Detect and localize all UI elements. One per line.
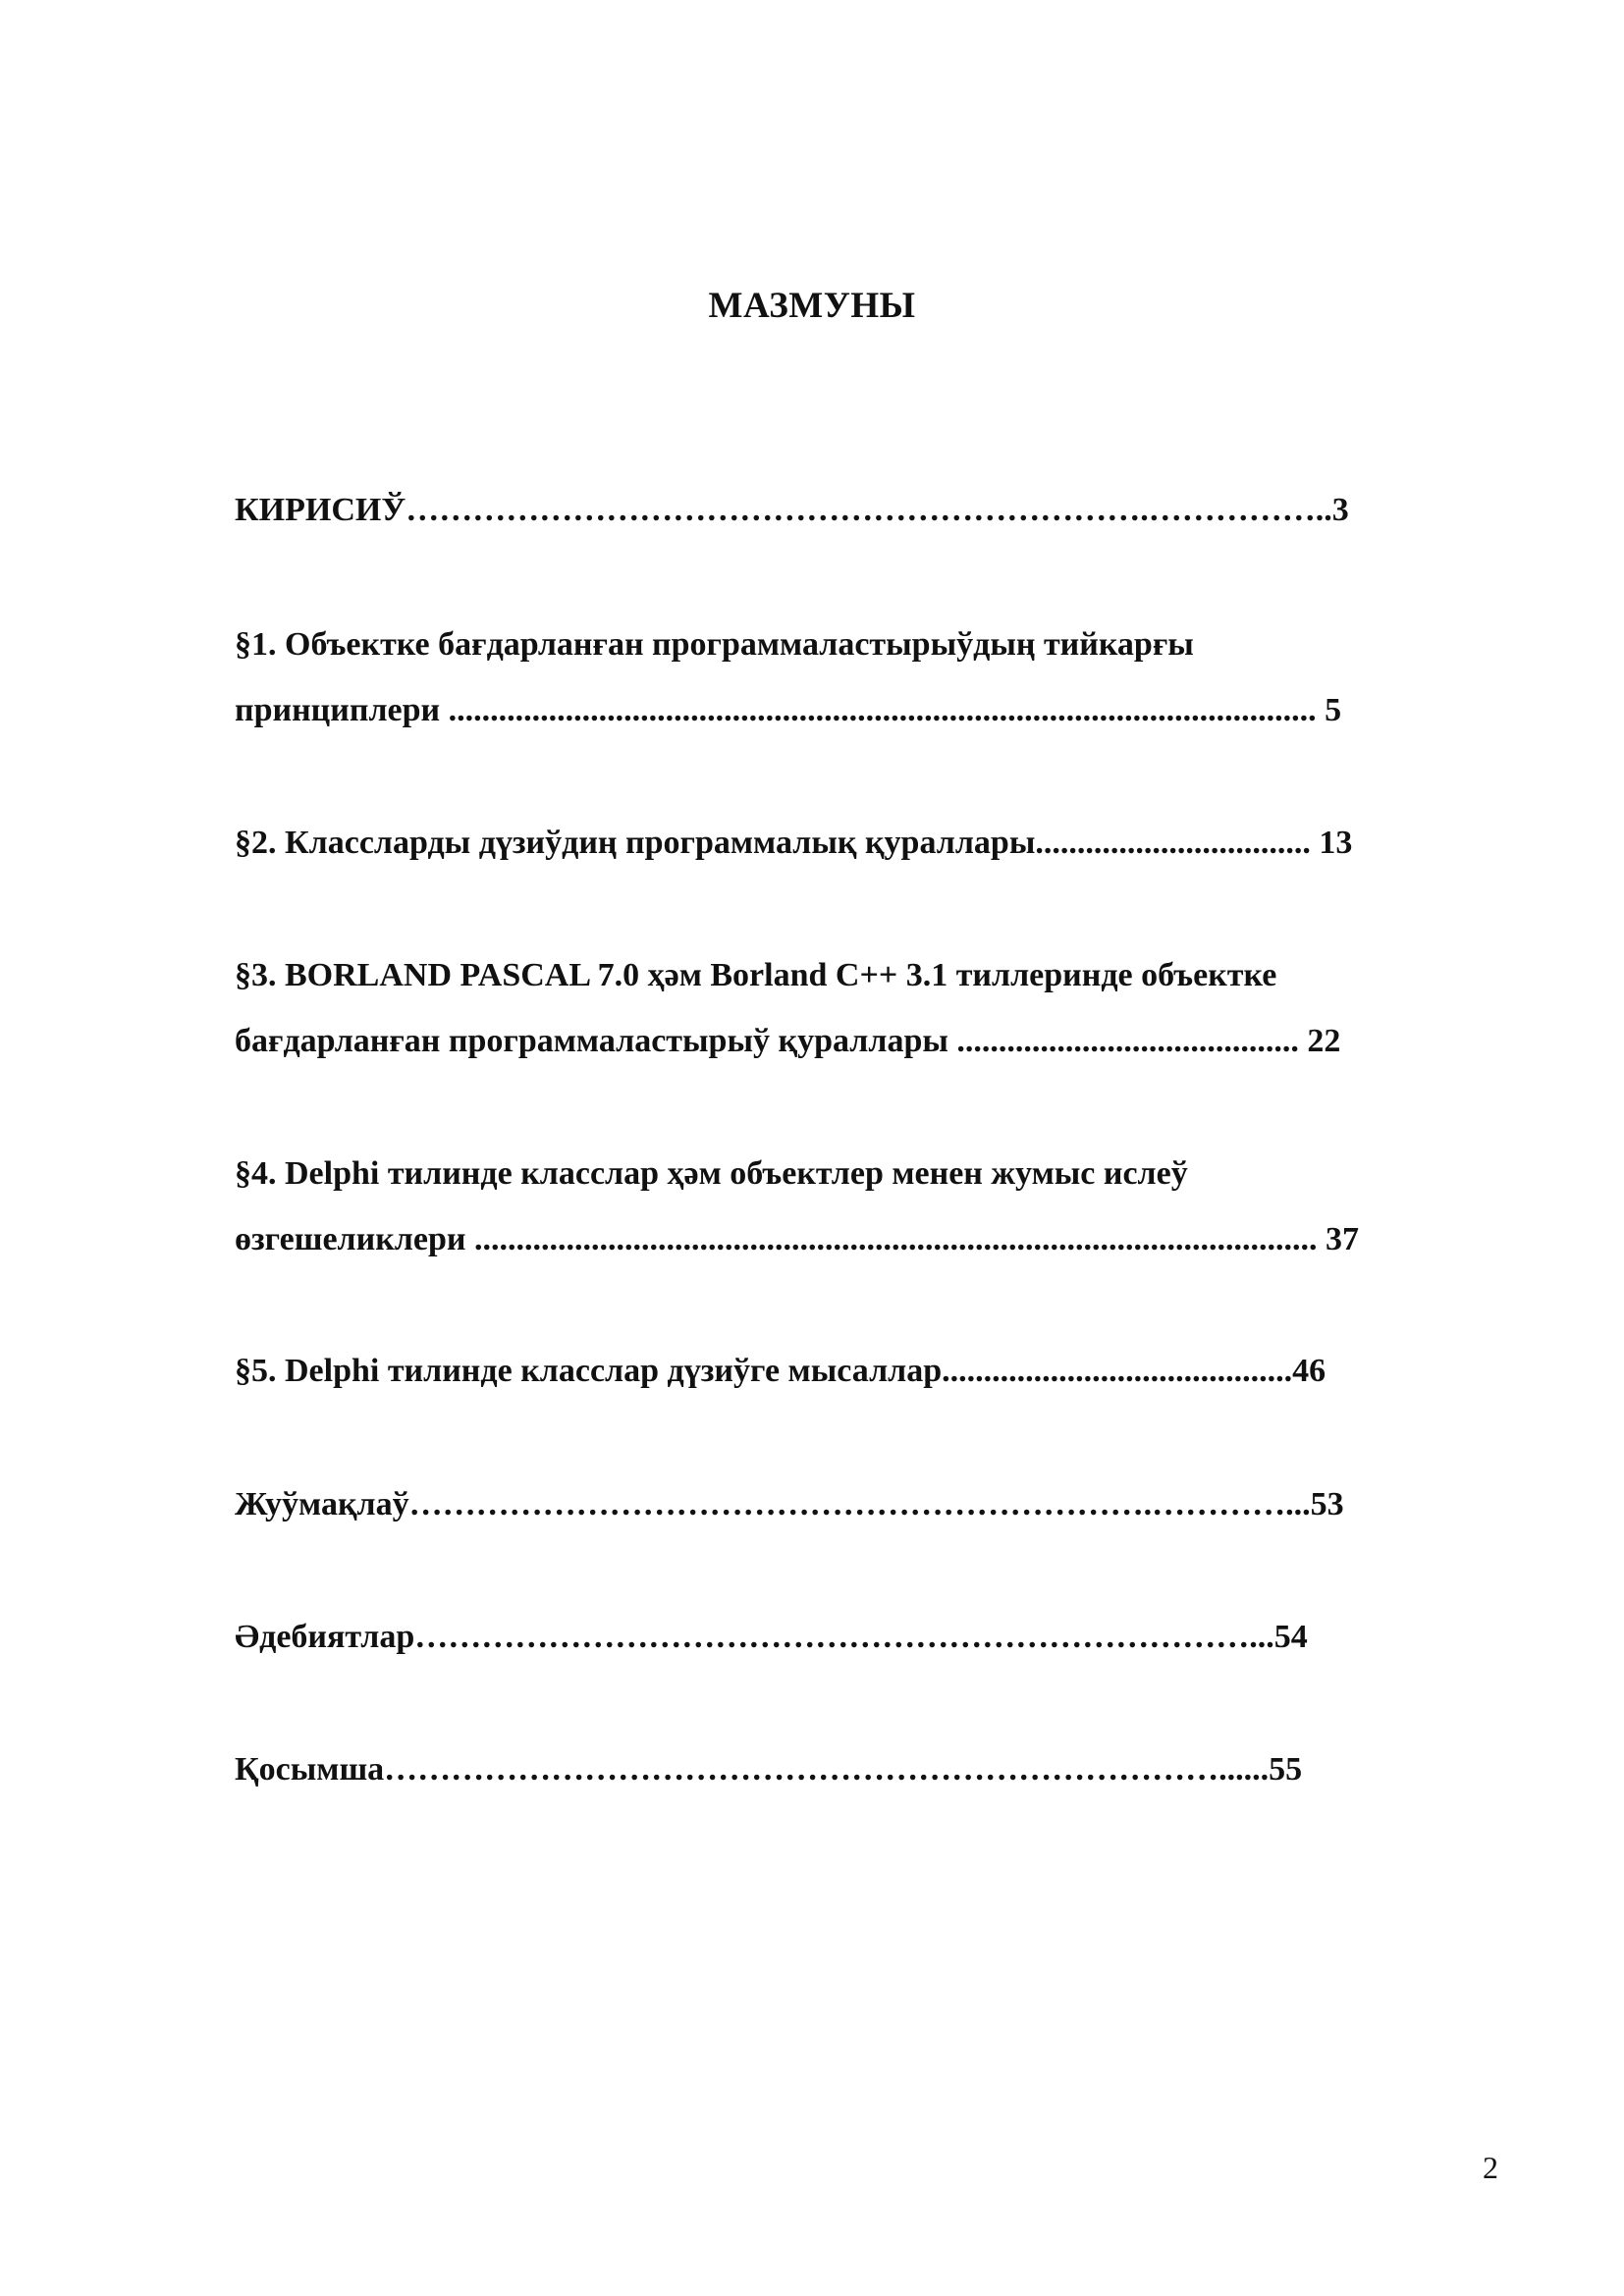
toc-entry-appendix: Қосымша…………………………………………………………………......55	[235, 1751, 1303, 1788]
toc-entry-section-4-line-1: §4. Delphi тилинде класслар ҳәм объектлер менен жумыс ислеў	[235, 1155, 1188, 1192]
toc-entry-section-1-line-1: §1. Объектке бағдарланған программаластырыўдың тийкарғы	[235, 626, 1194, 663]
page-title: МАЗМУНЫ	[708, 286, 916, 326]
toc-entry-section-3-line-1: §3. BORLAND PASCAL 7.0 ҳәм Borland C++ 3.1 тиллеринде объектке	[235, 957, 1277, 993]
toc-entry-section-4-line-2: өзгешеликлери ..................................................................................................... 37	[235, 1221, 1359, 1257]
page-number: 2	[1483, 2150, 1498, 2185]
toc-entry-introduction: КИРИСИЎ………………………………………………………….……………..3	[235, 492, 1349, 528]
toc-entry-section-5: §5. Delphi тилинде класслар дүзиўге мысаллар..........................................46	[235, 1353, 1326, 1389]
toc-entry-section-2: §2. Классларды дүзиўдиң программалық қураллары................................. 13	[235, 825, 1353, 861]
toc-entry-section-3-line-2: бағдарланған программаластырыў қураллары ......................................... 22	[235, 1023, 1341, 1059]
toc-entry-conclusion: Жуўмақлаў………………………………………………………….…………...53	[235, 1486, 1344, 1522]
toc-entry-section-1-line-2: принциплери ........................................................................................................ 5	[235, 692, 1342, 728]
toc-entry-references: Әдебиятлар…………………………………………………………………...54	[235, 1619, 1308, 1655]
